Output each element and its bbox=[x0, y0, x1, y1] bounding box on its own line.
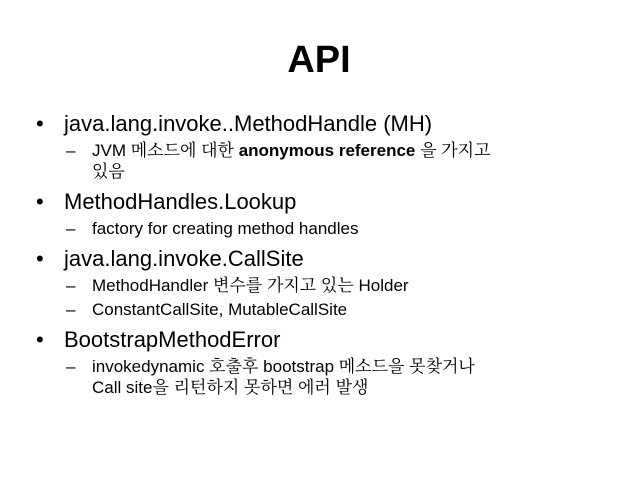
sub-text-bold: anonymous reference bbox=[238, 141, 416, 160]
bullet-item-bootstrap-error bbox=[34, 326, 624, 353]
dash-icon: – bbox=[66, 276, 76, 295]
sub-item-factory bbox=[34, 218, 624, 239]
bullet-text: java.lang.invoke.CallSite bbox=[64, 246, 304, 271]
bullet-list bbox=[34, 110, 624, 398]
sub-item-callsite-types bbox=[34, 299, 624, 320]
sub-text-continuation: Call site을 리턴하지 못하면 에러 발생 bbox=[92, 378, 369, 397]
sub-text: invokedynamic 호출후 bootstrap 메소드을 못찾거나 bbox=[92, 357, 475, 376]
bullet-item-methodhandle bbox=[34, 110, 624, 137]
bullet-icon: • bbox=[36, 111, 44, 136]
dash-icon: – bbox=[66, 300, 76, 319]
sub-text: MethodHandler 변수를 가지고 있는 Holder bbox=[92, 276, 409, 295]
bullet-text: java.lang.invoke..MethodHandle (MH) bbox=[64, 111, 433, 136]
bullet-item-lookup bbox=[34, 188, 624, 215]
sub-text: factory for creating method handles bbox=[92, 219, 359, 238]
bullet-icon: • bbox=[36, 189, 44, 214]
bullet-item-callsite bbox=[34, 245, 624, 272]
sub-text: ConstantCallSite, MutableCallSite bbox=[92, 300, 348, 319]
sub-item-holder bbox=[34, 275, 624, 296]
dash-icon: – bbox=[66, 141, 76, 160]
bullet-text: MethodHandles.Lookup bbox=[64, 189, 297, 214]
bullet-text: BootstrapMethodError bbox=[64, 327, 281, 352]
slide-title: API bbox=[287, 39, 351, 81]
sub-item-invokedynamic bbox=[34, 356, 624, 398]
dash-icon: – bbox=[66, 357, 76, 376]
sub-item-jvm-reference bbox=[34, 140, 624, 182]
bullet-icon: • bbox=[36, 246, 44, 271]
bullet-icon: • bbox=[36, 327, 44, 352]
sub-text-continuation: 있음 bbox=[92, 162, 125, 181]
sub-text-pre: JVM 메소드에 대한 bbox=[92, 141, 239, 160]
dash-icon: – bbox=[66, 219, 76, 238]
sub-text-post: 을 가지고 bbox=[415, 141, 491, 160]
